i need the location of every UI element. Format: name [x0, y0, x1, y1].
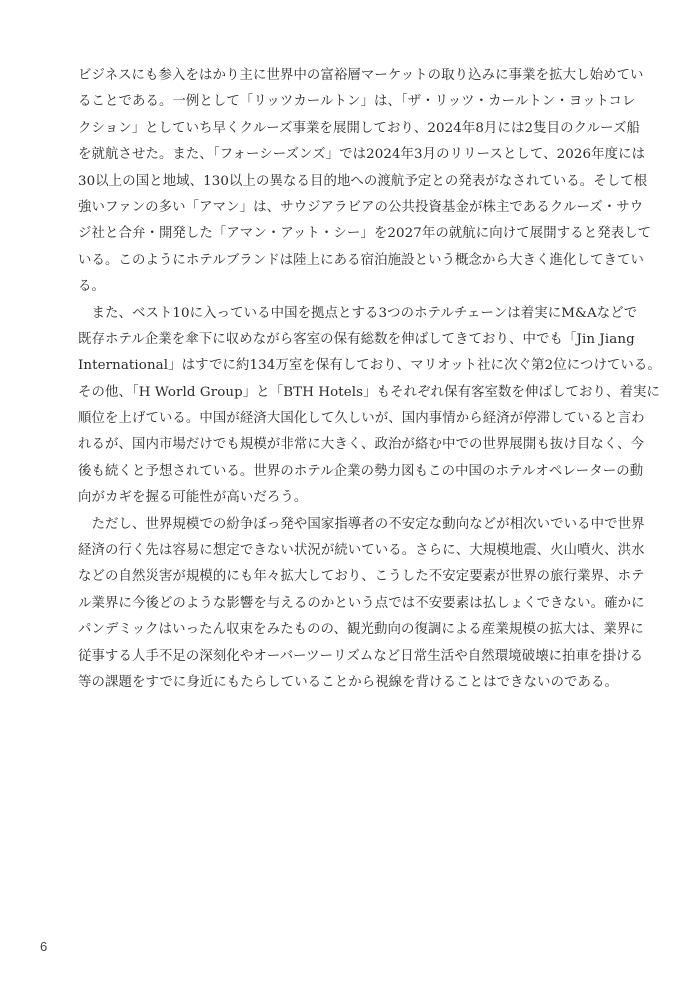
text-line: 強いファンの多い「アマン」は、サウジアラビアの公共投資基金が株主であるクルーズ・サウ — [78, 199, 644, 215]
text-line: 30以上の国と地域、130以上の異なる目的地への渡航予定との発表がなされている。そして根 — [78, 173, 648, 189]
text-line: ジ社と合弁・開発した「アマン・アット・シー」を2027年の就航に向けて展開すると発表して — [78, 226, 652, 242]
text-line: 向がカギを握る可能性が高いだろう。 — [78, 490, 308, 506]
text-line: る。 — [78, 279, 105, 295]
text-line: ル業界に今後どのような影響を与えるのかという点では不安要素は払しょくできない。確かに — [78, 595, 645, 611]
page-number: 6 — [40, 939, 48, 954]
text-line: クション」としていち早くクルーズ事業を展開しており、2024年8月には2隻目のクルーズ船 — [78, 120, 640, 136]
paragraph-1 — [78, 63, 652, 301]
text-line: れるが、国内市場だけでも規模が非常に大きく、政治が絡む中での世界展開も抜け目なく、今 — [78, 437, 645, 453]
text-line: 既存ホテル企業を傘下に収めながら客室の保有総数を伸ばしてきており、中でも「Jin Jiang — [78, 331, 635, 347]
text-line: 従事する人手不足の深刻化やオーバーツーリズムなど日常生活や自然環境破壊に拍車を掛ける — [78, 648, 644, 664]
text-line: 後も続くと予想されている。世界のホテル企業の勢力図もこの中国のホテルオペレーターの動 — [78, 463, 644, 479]
text-line: 順位を上げている。中国が経済大国化して久しいが、国内事情から経済が停滞していると言わ — [78, 411, 645, 427]
text-line: ただし、世界規模での紛争ぼっ発や国家指導者の不安定な動向などが相次いでいる中で世界 — [78, 516, 645, 532]
text-line: を就航させた。また、「フォーシーズンズ」では2024年3月のリリースとして、2026年度には — [78, 147, 646, 163]
text-line: パンデミックはいったん収束をみたものの、観光動向の復調による産業規模の拡大は、業界に — [78, 622, 644, 638]
text-line: その他、「H World Group」と「BTH Hotels」もそれぞれ保有客室数を伸ばしており、着実に — [78, 384, 660, 400]
text-line: ることである。一例として「リッツカールトン」は、「ザ・リッツ・カールトン・ヨットコレ — [78, 94, 636, 110]
paragraph-3 — [78, 512, 645, 697]
text-line: ビジネスにも参入をはかり主に世界中の富裕層マーケットの取り込みに事業を拡大し始めてい — [78, 68, 644, 83]
text-line: International」はすでに約134万室を保有しており、マリオット社に次ぐ第2位につけている。 — [78, 358, 661, 374]
text-line: 等の課題をすでに身近にもたらしていることから視線を背けることはできないのである。 — [78, 674, 619, 690]
text-line: いる。このようにホテルブランドは陸上にある宿泊施設という概念から大きく進化してきてい — [78, 252, 644, 268]
text-line: などの自然災害が規模的にも年々拡大しており、こうした不安定要素が世界の旅行業界、ホテ — [78, 569, 645, 585]
text-line: また、ベスト10に入っている中国を拠点とする3つのホテルチェーンは着実にM&Aなどで — [78, 305, 638, 321]
paragraph-2 — [78, 301, 661, 512]
body-text — [78, 63, 661, 696]
text-line: 経済の行く先は容易に想定できない状況が続いている。さらに、大規模地震、火山噴火、洪水 — [78, 543, 645, 559]
